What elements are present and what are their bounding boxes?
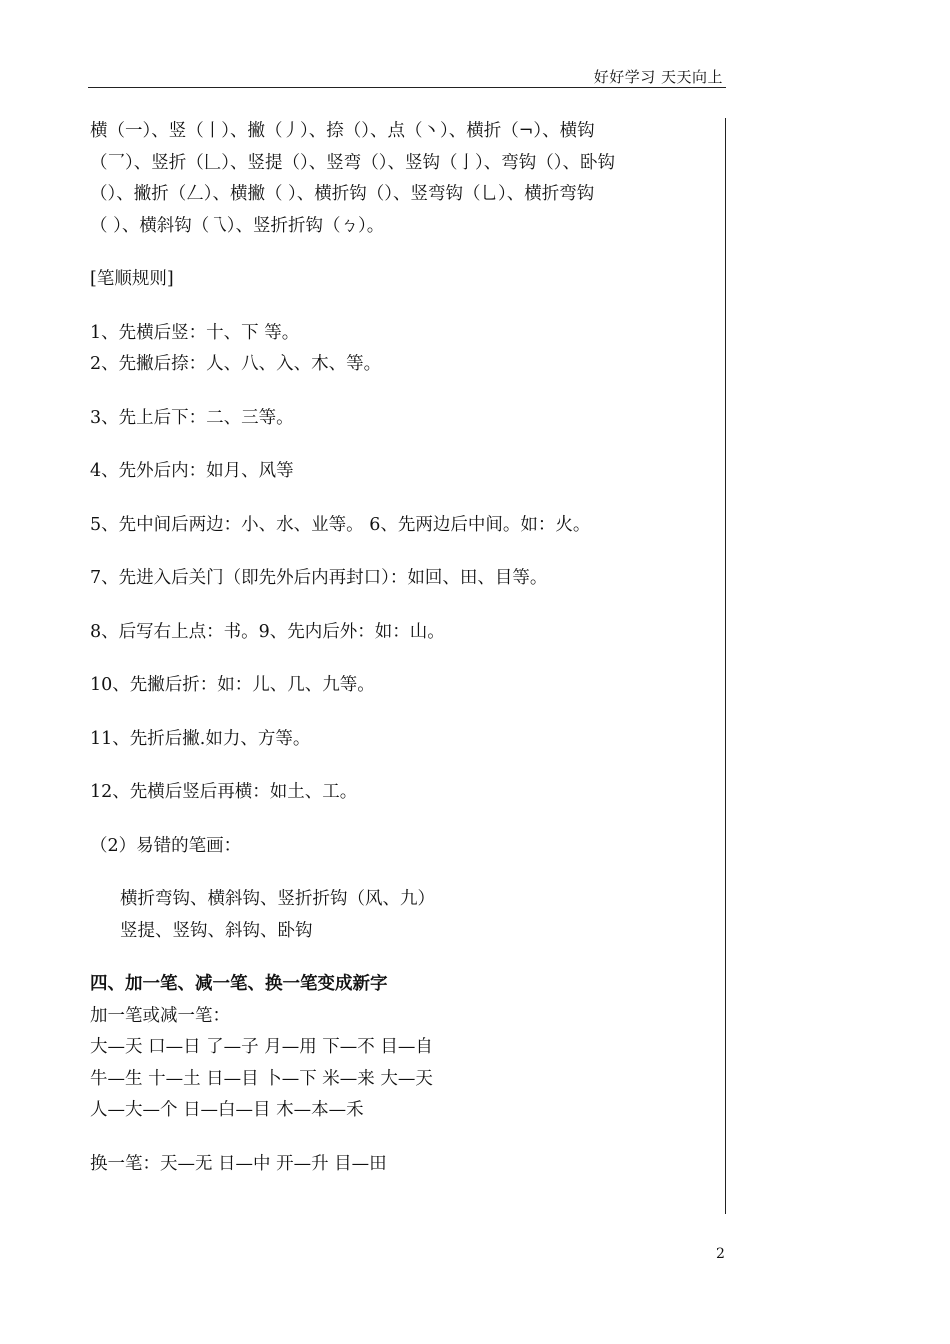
rule-item: 1、先横后竖：十、下 等。 <box>90 322 300 343</box>
error-strokes-line: 横折弯钩、横斜钩、竖折折钩（风、九） <box>120 889 435 909</box>
rule-item: 12、先横后竖后再横：如土、工。 <box>90 782 358 802</box>
strokes-line-3: （）、撇折（𠃋）、横撇（ ）、横折钩（）、竖弯钩（乚）、横折弯钩 <box>90 184 595 204</box>
rule-item: 7、先进入后关门（即先外后内再封口）：如回、田、目等。 <box>90 568 548 588</box>
rule-item: 5、先中间后两边：小、水、业等。 6、先两边后中间。如：火。 <box>90 514 591 535</box>
rule-item: 3、先上后下：二、三等。 <box>90 407 294 428</box>
strokes-line-4: （ ）、横斜钩（乁）、竖折折钩（ㄅ）。 <box>90 215 385 236</box>
section-four-title: 四、加一笔、减一笔、换一笔变成新字 <box>90 974 388 994</box>
rule-item: 11、先折后撇.如力、方等。 <box>90 728 311 749</box>
section-four-subtitle: 加一笔或减一笔： <box>90 1005 230 1026</box>
document-body <box>90 116 722 1180</box>
rules-heading: [笔顺规则] <box>90 269 174 289</box>
char-pairs-row: 人—大—个 日—白—目 木—本—禾 <box>90 1100 364 1120</box>
rule-item: 10、先撇后折：如：儿、几、九等。 <box>90 675 375 695</box>
rule-item: 8、后写右上点：书。9、先内后外：如：山。 <box>90 621 445 642</box>
page-number: 2 <box>716 1246 725 1262</box>
page-header: 好好学习 天天向上 <box>593 68 723 86</box>
right-margin-rule <box>725 118 726 1214</box>
strokes-line-2: （乛）、竖折（𠃊）、竖提（）、竖弯（）、竖钩（亅）、弯钩（）、卧钩 <box>90 152 615 173</box>
error-strokes-heading: （2）易错的笔画： <box>90 835 242 856</box>
strokes-line-1: 横（一）、竖（丨）、撇（丿）、捺（）、点（丶）、横折（¬）、横钩 <box>90 121 595 141</box>
char-pairs-row: 大—天 口—日 了—子 月—用 下—不 目—自 <box>90 1037 433 1057</box>
rule-item: 4、先外后内：如月、风等 <box>90 461 294 481</box>
char-pairs-row: 牛—生 十—土 日—目 卜—下 米—来 大—天 <box>90 1068 433 1089</box>
error-strokes-line: 竖提、竖钩、斜钩、卧钩 <box>120 920 313 941</box>
swap-stroke-line: 换一笔：天—无 日—中 开—升 目—田 <box>90 1153 387 1174</box>
header-divider <box>88 87 726 88</box>
rule-item: 2、先撇后捺：人、八、入、木、等。 <box>90 354 382 374</box>
